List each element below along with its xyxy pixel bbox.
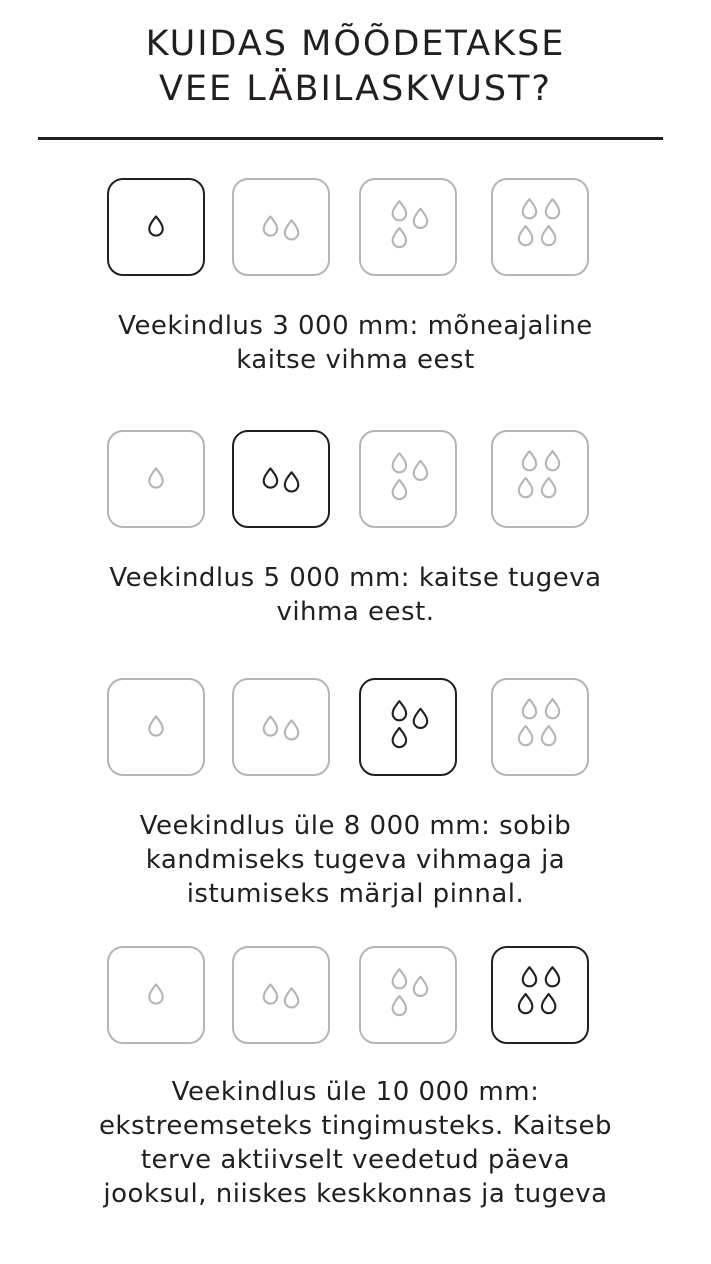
four-drops-icon [491, 946, 589, 1044]
caption-line: istumiseks märjal pinnal. [186, 879, 525, 909]
one-drop-icon [107, 678, 205, 776]
three-drops-icon [359, 430, 457, 528]
one-drop-icon [107, 946, 205, 1044]
level-3-caption [30, 809, 681, 911]
caption-line: vihma eest. [276, 597, 435, 627]
one-drop-icon [107, 178, 205, 276]
caption-line: kaitse vihma eest [236, 345, 475, 375]
level-2-caption [30, 561, 681, 629]
level-4-caption [30, 1075, 681, 1211]
caption-line: Veekindlus 5 000 mm: kaitse tugeva [109, 563, 602, 593]
caption-line: terve aktiivselt veedetud päeva [140, 1145, 571, 1175]
three-drops-icon [359, 678, 457, 776]
caption-line: Veekindlus üle 10 000 mm: [171, 1077, 540, 1107]
caption-line: Veekindlus üle 8 000 mm: sobib [139, 811, 572, 841]
three-drops-icon [359, 178, 457, 276]
two-drops-icon [232, 430, 330, 528]
two-drops-icon [232, 678, 330, 776]
four-drops-icon [491, 430, 589, 528]
page-title [0, 22, 711, 112]
caption-line: Veekindlus 3 000 mm: mõneajaline [118, 311, 593, 341]
caption-line: kandmiseks tugeva vihmaga ja [145, 845, 566, 875]
title-line-2: VEE LÄBILASKVUST? [158, 69, 553, 109]
level-row-2 [0, 430, 711, 532]
level-row-3 [0, 678, 711, 780]
caption-line: ekstreemseteks tingimusteks. Kaitseb [98, 1111, 613, 1141]
title-divider [38, 137, 663, 140]
two-drops-icon [232, 178, 330, 276]
level-row-4 [0, 946, 711, 1048]
four-drops-icon [491, 678, 589, 776]
level-row-1 [0, 178, 711, 280]
two-drops-icon [232, 946, 330, 1044]
level-1-caption [30, 309, 681, 377]
four-drops-icon [491, 178, 589, 276]
one-drop-icon [107, 430, 205, 528]
title-line-1: KUIDAS MÕÕDETAKSE [145, 24, 566, 64]
caption-line: jooksul, niiskes keskkonnas ja tugeva [103, 1179, 608, 1209]
three-drops-icon [359, 946, 457, 1044]
